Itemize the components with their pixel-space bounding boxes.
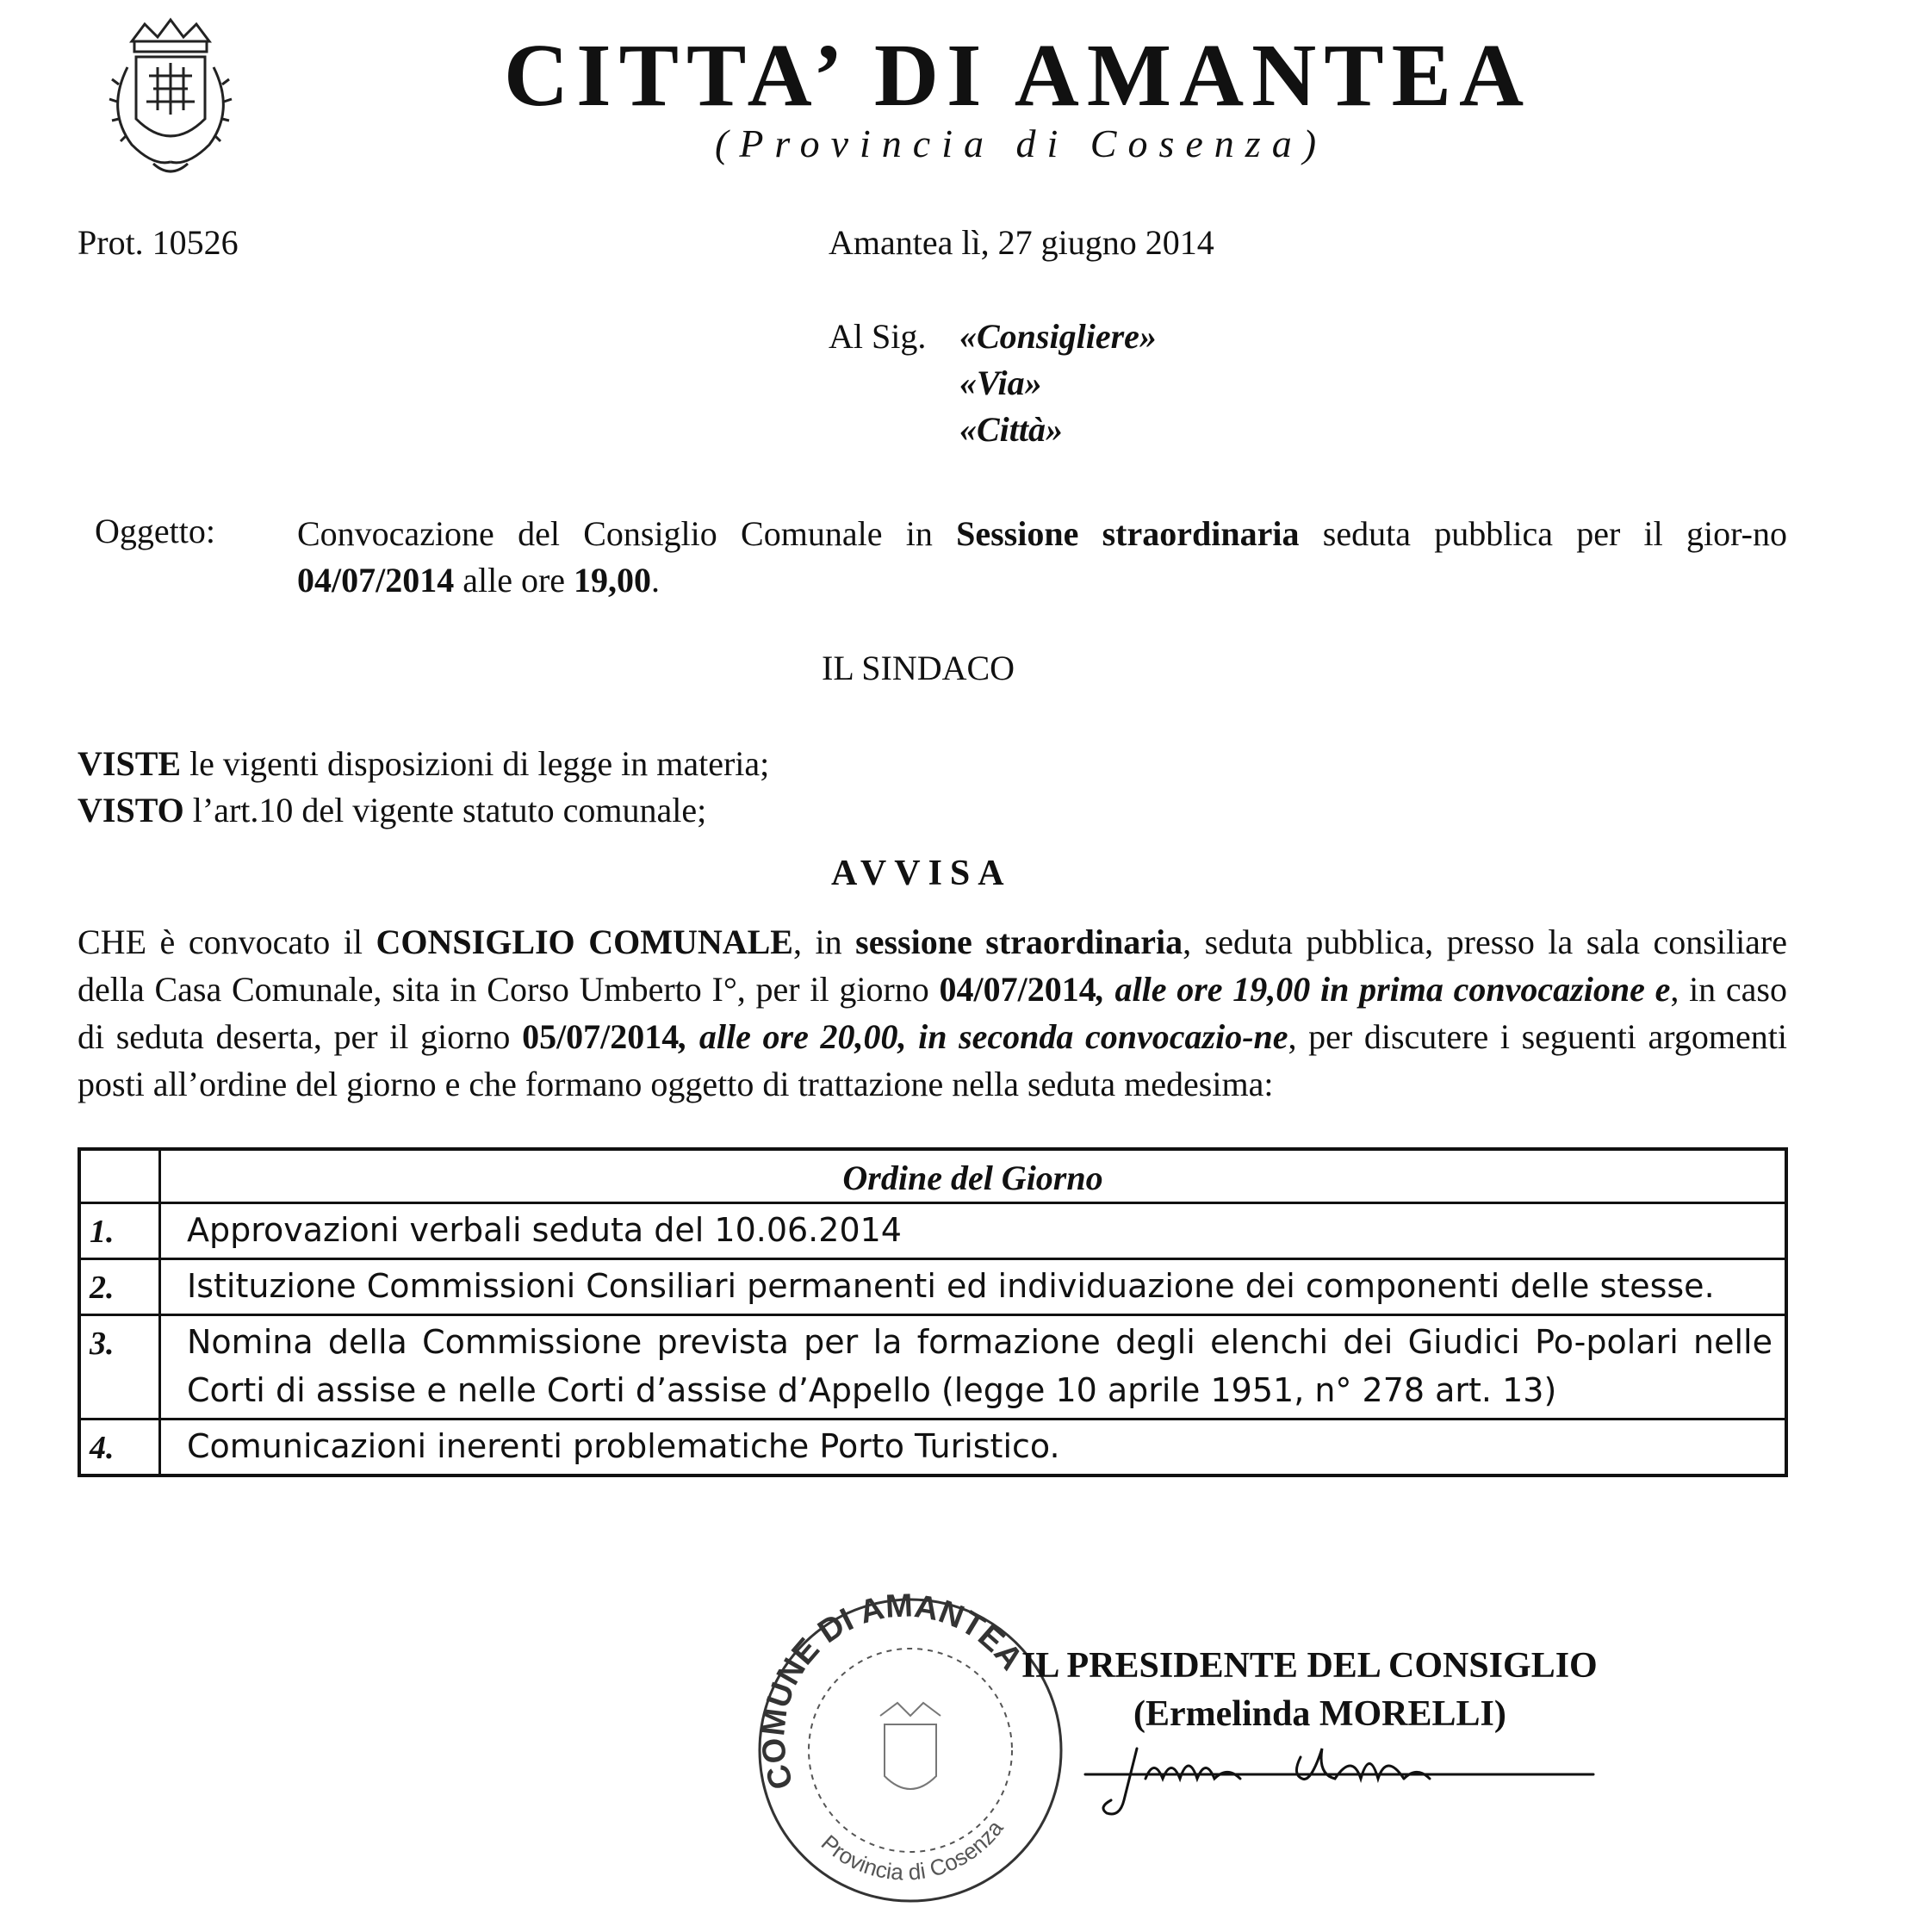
protocol-number: Prot. 10526 xyxy=(78,223,239,262)
stamp-text-top: COMUNE DI AMANTEA xyxy=(755,1587,1030,1794)
notice-first-time: , alle ore 19,00 in prima convocazione e xyxy=(1096,970,1671,1009)
notice-text: , in caso di seduta deserta, per il giorno xyxy=(78,970,1787,1056)
agenda-table xyxy=(78,1147,1788,1477)
agenda-item-number: 3. xyxy=(79,1315,160,1419)
premise-text: le vigenti disposizioni di legge in materia; xyxy=(181,744,770,783)
subject-text-part: . xyxy=(651,561,661,599)
subject-label: Oggetto: xyxy=(95,512,215,550)
premise-keyword: VISTO xyxy=(78,791,184,829)
page-title: CITTA’ DI AMANTEA xyxy=(504,26,1532,125)
premise-keyword: VISTE xyxy=(78,744,182,783)
notice-bold: sessione straordinaria xyxy=(855,923,1183,961)
table-row xyxy=(79,1203,1786,1259)
recipient-street: «Via» xyxy=(959,363,1042,402)
page-subtitle: (Provincia di Cosenza) xyxy=(715,121,1328,165)
stamp-text-bottom: Provincia di Cosenza xyxy=(816,1815,1009,1885)
agenda-header-num xyxy=(79,1149,160,1203)
agenda-item-text: Istituzione Commissioni Consiliari permanenti ed individuazione dei componenti delle stesse. xyxy=(160,1259,1787,1315)
subject-text-part: Convocazione del Consiglio Comunale in xyxy=(297,514,957,553)
svg-text:COMUNE DI AMANTEA xyxy=(755,1587,1029,1793)
recipient-name: «Consigliere» xyxy=(959,317,1157,356)
table-row xyxy=(79,1419,1786,1476)
subject-date: 04/07/2014 xyxy=(297,561,455,599)
subject-text-part: alle ore xyxy=(454,561,574,599)
subject-text xyxy=(297,511,1787,604)
premise-line xyxy=(78,787,769,834)
premise-text: l’art.10 del vigente statuto comunale; xyxy=(183,791,707,829)
premises-block xyxy=(78,741,769,834)
notice-paragraph xyxy=(78,918,1787,1108)
notice-text: , per discutere i seguenti argomenti posti all’ordine del giorno e che formano oggetto di trattazione nella seduta medesima: xyxy=(78,1017,1787,1103)
table-row xyxy=(79,1259,1786,1315)
agenda-item-number: 1. xyxy=(79,1203,160,1259)
agenda-item-text: Nomina della Commissione prevista per la formazione degli elenchi dei Giudici Po-polari nelle Corti di assise e nelle Corti d’assise d’Appello (legge 10 aprile 1951, n° 278 art. 13) xyxy=(160,1315,1787,1419)
table-row xyxy=(79,1315,1786,1419)
sindaco-heading: IL SINDACO xyxy=(822,649,1015,687)
notice-text: CHE è convocato il xyxy=(78,923,376,961)
notice-text: , in xyxy=(792,923,856,961)
agenda-item-text: Comunicazioni inerenti problematiche Porto Turistico. xyxy=(160,1419,1787,1476)
agenda-header-row xyxy=(79,1149,1786,1203)
agenda-header: Ordine del Giorno xyxy=(160,1149,1787,1203)
agenda-item-number: 2. xyxy=(79,1259,160,1315)
agenda-item-number: 4. xyxy=(79,1419,160,1476)
agenda-item-text: Approvazioni verbali seduta del 10.06.2014 xyxy=(160,1203,1787,1259)
subject-text-part: seduta pubblica per il gior-no xyxy=(1299,514,1787,553)
notice-text: , seduta pubblica, presso la sala consiliare della Casa Comunale, sita in Corso Umberto I°, per il giorno xyxy=(78,923,1788,1009)
subject-session-type: Sessione straordinaria xyxy=(956,514,1300,553)
notice-bold: CONSIGLIO COMUNALE xyxy=(376,923,793,961)
notice-second-date: 05/07/2014 xyxy=(522,1017,680,1056)
subject-time: 19,00 xyxy=(574,561,652,599)
official-stamp-icon xyxy=(742,1587,1078,1914)
date-line: Amantea lì, 27 giugno 2014 xyxy=(829,223,1214,262)
avvisa-heading: AVVISA xyxy=(831,854,1012,893)
premise-line xyxy=(78,741,769,787)
notice-second-time: , alle ore 20,00, in seconda convocazio-ne xyxy=(679,1017,1288,1056)
coat-of-arms-icon xyxy=(93,16,248,188)
recipient-city: «Città» xyxy=(959,410,1064,449)
signatory-name: (Ermelinda MORELLI) xyxy=(1133,1694,1506,1734)
signatory-role: IL PRESIDENTE DEL CONSIGLIO xyxy=(1021,1646,1598,1686)
notice-first-date: 04/07/2014 xyxy=(939,970,1096,1009)
recipient-label: Al Sig. xyxy=(829,317,927,356)
handwritten-signature xyxy=(1077,1731,1611,1826)
